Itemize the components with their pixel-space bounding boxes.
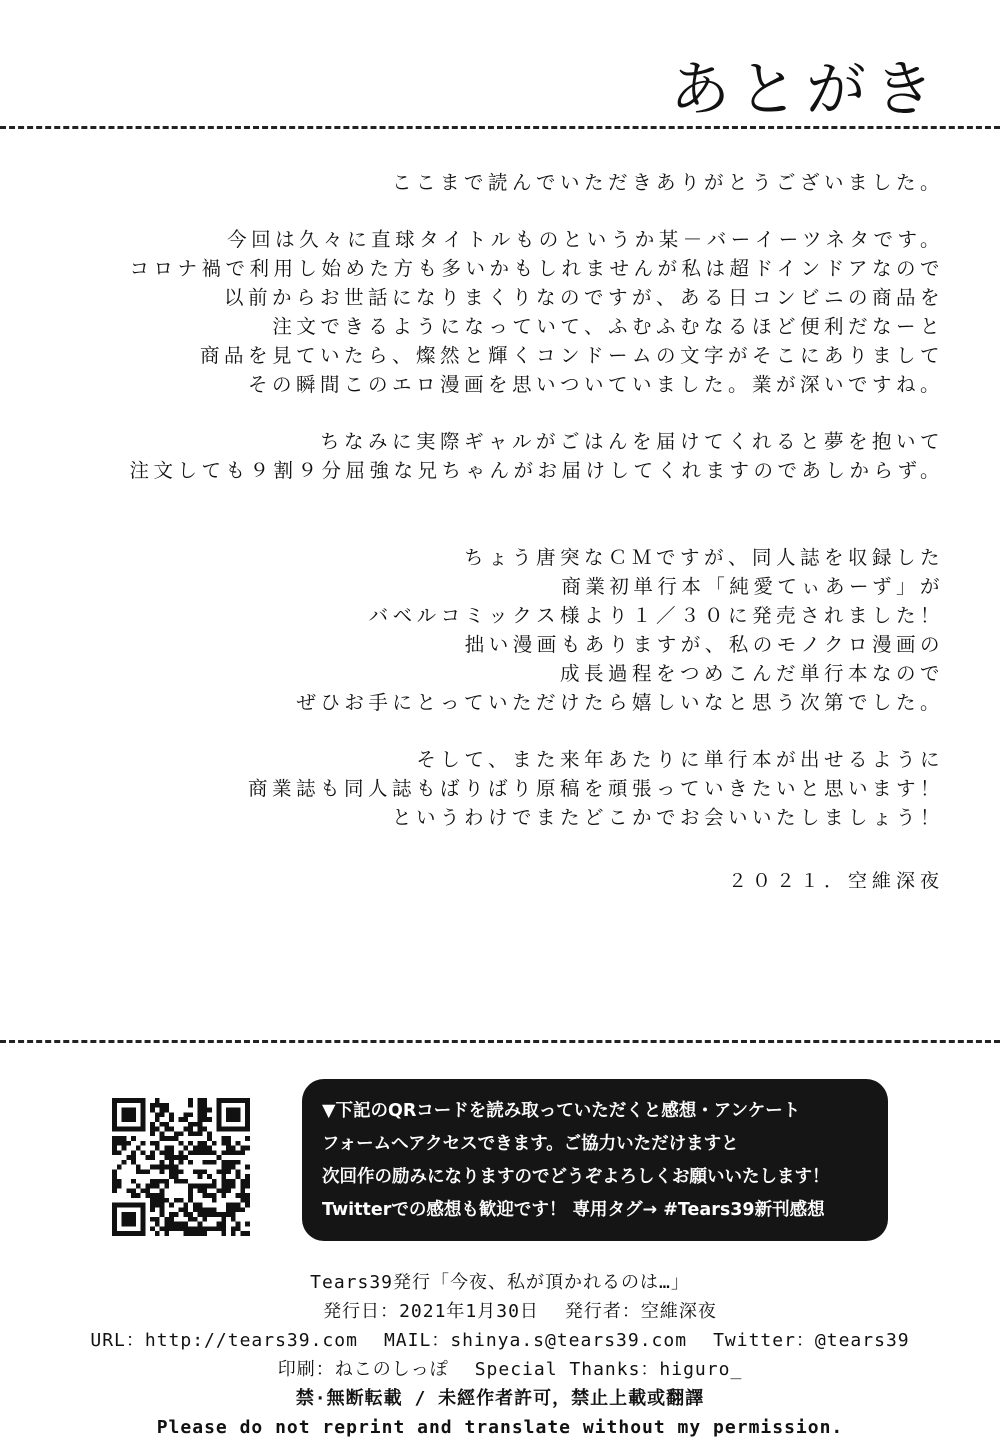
text-line: 今回は久々に直球タイトルものというか某－バーイーツネタです。 <box>227 228 944 251</box>
text-line: その瞬間このエロ漫画を思いついていました。業が深いですね。 <box>247 373 944 396</box>
text-line: というわけでまたどこかでお会いいたしましょう！ <box>391 806 944 829</box>
issue-date: 2021年1月30日 <box>399 1301 539 1322</box>
signature: ２０２１．空維深夜 <box>727 870 944 892</box>
paragraph-ad <box>64 543 944 717</box>
twitter-label: Twitter： <box>713 1330 815 1351</box>
text-line: ぜひお手にとっていただけたら嬉しいなと思う次第でした。 <box>296 691 944 714</box>
publication-title: Tears39発行「今夜、私が頂かれるのは…」 <box>310 1272 690 1293</box>
url-link[interactable]: http://tears39.com <box>144 1330 358 1351</box>
text-line: バベルコミックス様より１／３０に発売されました！ <box>368 604 944 627</box>
text-line: 注文しても９割９分屈強な兄ちゃんがお届けしてくれますのであしからず。 <box>129 459 944 482</box>
notice-line: フォームへアクセスできます。ご協力いただけますと <box>322 1134 739 1154</box>
paragraph-delivery <box>64 427 944 485</box>
colophon <box>0 1268 1000 1442</box>
qr-notice-box <box>302 1079 888 1241</box>
prohibition-notice-cn: 禁·無断転載 / 未經作者許可，禁止上載或翻譯 <box>295 1388 705 1409</box>
twitter-link[interactable]: @tears39 <box>814 1330 910 1351</box>
printer-name: ねこのしっぽ <box>334 1359 449 1380</box>
issue-info <box>0 1297 1000 1326</box>
thanks-label: Special Thanks： <box>474 1359 660 1380</box>
paragraph-thanks <box>64 168 944 197</box>
text-line: そして、また来年あたりに単行本が出せるように <box>416 748 944 771</box>
paragraph-closing <box>64 745 944 832</box>
printer-label: 印刷： <box>277 1359 335 1380</box>
paragraph-story <box>64 225 944 399</box>
text-line: ちょう唐突なＣＭですが、同人誌を収録した <box>463 546 944 569</box>
publisher-label: 発行者： <box>564 1301 641 1322</box>
credits <box>0 1355 1000 1384</box>
notice-line: ▼下記のQRコードを読み取っていただくと感想・アンケート <box>322 1101 801 1121</box>
text-line: 成長過程をつめこんだ単行本なので <box>559 662 944 685</box>
mail-link[interactable]: shinya.s@tears39.com <box>450 1330 688 1351</box>
text-line: 以前からお世話になりまくりなのですが、ある日コンビニの商品を <box>223 286 944 309</box>
text-line: 商業誌も同人誌もばりばり原稿を頑張っていきたいと思います！ <box>247 777 944 800</box>
prohibition-notice-en: Please do not reprint and translate without my permission. <box>156 1417 844 1438</box>
text-line: ちなみに実際ギャルがごはんを届けてくれると夢を抱いて <box>319 430 944 453</box>
top-divider <box>0 126 1000 129</box>
text-line: 注文できるようになっていて、ふむふむなるほど便利だなーと <box>272 315 944 338</box>
text-line: 商業初単行本「純愛てぃあーず」が <box>561 575 944 598</box>
date-label: 発行日： <box>323 1301 400 1322</box>
qr-code[interactable] <box>112 1098 250 1236</box>
notice-line: 次回作の励みになりますのでどうぞよろしくお願いいたします！ <box>322 1167 830 1187</box>
contact-info <box>0 1326 1000 1355</box>
afterword-body <box>64 168 944 860</box>
text-line: 拙い漫画もありますが、私のモノクロ漫画の <box>464 633 944 656</box>
mail-label: MAIL： <box>383 1330 451 1351</box>
bottom-divider <box>0 1040 1000 1043</box>
thanks-name: higuro_ <box>659 1359 743 1380</box>
text-line: ここまで読んでいただきありがとうございました。 <box>391 171 944 194</box>
page-title: あとがき <box>670 55 942 125</box>
url-label: URL： <box>90 1330 145 1351</box>
publisher-name: 空維深夜 <box>640 1301 717 1322</box>
text-line: 商品を見ていたら、燦然と輝くコンドームの文字がそこにありまして <box>199 344 944 367</box>
text-line: コロナ禍で利用し始めた方も多いかもしれませんが私は超ドインドアなので <box>129 257 944 280</box>
notice-line: Twitterでの感想も歓迎です！ 専用タグ→ #Tears39新刊感想 <box>322 1200 825 1220</box>
